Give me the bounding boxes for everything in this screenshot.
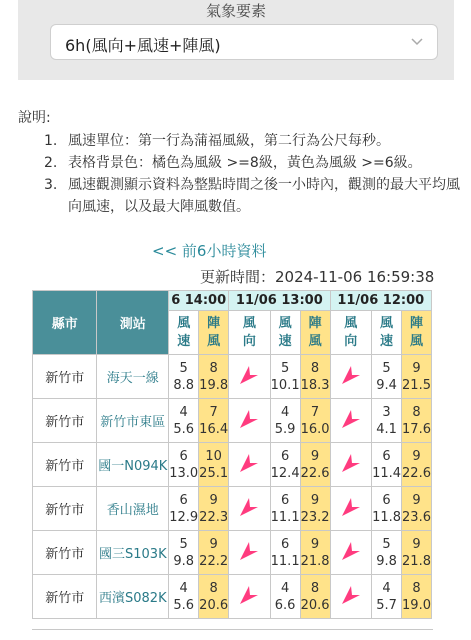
speed-cell <box>169 443 199 487</box>
speed-cell-ms: 8.8 <box>173 377 195 393</box>
table-row <box>33 575 432 619</box>
speed-cell-beaufort: 5 <box>179 536 188 552</box>
gust-cell <box>199 487 229 531</box>
speed-cell-ms: 5.6 <box>173 597 195 613</box>
speed-cell-beaufort: 6 <box>382 448 391 464</box>
wind-direction-arrow-icon <box>237 539 261 563</box>
gust-cell-beaufort: 8 <box>310 580 320 596</box>
speed-cell <box>372 443 402 487</box>
gust-cell-beaufort: 9 <box>310 492 320 508</box>
county-cell: 新竹市 <box>33 531 97 575</box>
speed-cell <box>372 355 402 399</box>
gust-cell-ms: 18.3 <box>300 377 330 393</box>
speed-cell-beaufort: 6 <box>382 492 391 508</box>
gust-cell-beaufort: 9 <box>412 360 421 376</box>
speed-cell <box>372 531 402 575</box>
direction-cell <box>229 487 271 531</box>
station-link[interactable]: 國三S103K <box>97 531 169 575</box>
table-row <box>33 531 432 575</box>
speed-cell-beaufort: 5 <box>382 536 391 552</box>
county-cell: 新竹市 <box>33 443 97 487</box>
speed-cell-ms: 11.4 <box>372 465 402 481</box>
speed-cell-ms: 9.8 <box>376 553 397 569</box>
speed-cell <box>169 575 199 619</box>
county-cell: 新竹市 <box>33 575 97 619</box>
wind-direction-arrow-icon <box>339 583 363 607</box>
direction-cell <box>330 487 372 531</box>
wind-direction-arrow-icon <box>237 451 261 475</box>
gust-cell <box>300 443 330 487</box>
time-header-1: 6 14:00 <box>169 291 229 311</box>
wind-direction-arrow-icon <box>237 407 261 431</box>
speed-cell <box>270 575 300 619</box>
gust-cell-ms: 23.2 <box>300 509 330 525</box>
speed-cell-beaufort: 5 <box>179 360 188 376</box>
gust-cell-beaufort: 9 <box>310 536 320 552</box>
wind-table-container[interactable] <box>32 290 432 630</box>
table-row <box>33 355 432 399</box>
gust-cell <box>300 399 330 443</box>
note-item <box>44 174 464 218</box>
chevron-down-icon <box>409 33 425 49</box>
gust-subheader: 陣 風 <box>199 311 229 355</box>
gust-cell-ms: 16.4 <box>199 421 229 437</box>
speed-cell-ms: 5.6 <box>173 421 195 437</box>
gust-cell-ms: 20.6 <box>300 597 330 613</box>
speed-cell <box>270 443 300 487</box>
gust-cell-beaufort: 10 <box>205 448 222 464</box>
wind-direction-arrow-icon <box>339 451 363 475</box>
gust-cell-ms: 22.2 <box>199 553 229 569</box>
speed-cell <box>372 575 402 619</box>
direction-cell <box>330 531 372 575</box>
gust-cell <box>402 487 432 531</box>
gust-cell <box>402 355 432 399</box>
table-row <box>33 443 432 487</box>
speed-subheader: 風 速 <box>372 311 402 355</box>
gust-cell <box>402 443 432 487</box>
gust-cell <box>199 531 229 575</box>
gust-cell-beaufort: 9 <box>412 448 421 464</box>
gust-cell <box>300 575 330 619</box>
wind-direction-arrow-icon <box>339 539 363 563</box>
station-link[interactable]: 西濱S082K <box>97 575 169 619</box>
station-link[interactable]: 海天一線 <box>97 355 169 399</box>
element-select-value: 6h(風向+風速+陣風) <box>65 36 221 55</box>
speed-cell-beaufort: 4 <box>280 404 290 420</box>
direction-cell <box>330 355 372 399</box>
direction-cell <box>229 531 271 575</box>
gust-cell-beaufort: 9 <box>209 492 218 508</box>
gust-cell-beaufort: 8 <box>412 580 421 596</box>
gust-cell-ms: 19.0 <box>402 597 431 613</box>
speed-cell-beaufort: 5 <box>382 360 391 376</box>
direction-cell <box>229 355 271 399</box>
gust-subheader: 陣 風 <box>402 311 432 355</box>
table-row <box>33 399 432 443</box>
direction-cell <box>229 575 271 619</box>
gust-cell-beaufort: 8 <box>310 360 320 376</box>
speed-cell-ms: 4.1 <box>376 421 397 437</box>
gust-cell-beaufort: 8 <box>412 404 421 420</box>
gust-cell <box>199 575 229 619</box>
speed-cell-ms: 5.9 <box>274 421 296 437</box>
col-station-header: 測站 <box>97 291 169 355</box>
speed-cell-beaufort: 6 <box>179 492 188 508</box>
gust-cell-beaufort: 7 <box>310 404 320 420</box>
gust-cell-ms: 21.8 <box>300 553 330 569</box>
note-number: 1. <box>44 133 58 149</box>
gust-cell-ms: 21.5 <box>402 377 431 393</box>
table-bottom-border <box>32 629 433 630</box>
gust-cell-ms: 20.6 <box>199 597 229 613</box>
gust-cell <box>300 487 330 531</box>
gust-cell-beaufort: 9 <box>310 448 320 464</box>
speed-cell-beaufort: 3 <box>382 404 391 420</box>
gust-cell-beaufort: 7 <box>209 404 218 420</box>
note-item <box>44 152 464 174</box>
speed-cell-ms: 6.6 <box>274 597 296 613</box>
notes-heading: 說明: <box>18 110 51 126</box>
gust-cell-ms: 22.3 <box>199 509 229 525</box>
wind-direction-arrow-icon <box>237 495 261 519</box>
speed-cell-beaufort: 6 <box>280 448 290 464</box>
gust-cell-beaufort: 9 <box>412 492 421 508</box>
gust-cell-beaufort: 9 <box>412 536 421 552</box>
gust-cell-beaufort: 9 <box>209 536 218 552</box>
speed-cell-ms: 10.1 <box>270 377 300 393</box>
gust-cell <box>402 399 432 443</box>
time-header-3: 11/06 12:00 <box>330 291 431 311</box>
speed-cell-beaufort: 6 <box>179 448 188 464</box>
county-cell: 新竹市 <box>33 399 97 443</box>
wind-direction-arrow-icon <box>237 583 261 607</box>
direction-cell <box>229 399 271 443</box>
gust-cell <box>402 531 432 575</box>
speed-cell-ms: 11.1 <box>270 553 300 569</box>
col-county-header: 縣市 <box>33 291 97 355</box>
gust-cell <box>300 355 330 399</box>
gust-cell-beaufort: 8 <box>209 580 218 596</box>
note-number: 2. <box>44 155 58 171</box>
direction-cell <box>229 443 271 487</box>
speed-cell <box>270 355 300 399</box>
speed-cell-ms: 13.0 <box>169 465 199 481</box>
county-cell: 新竹市 <box>33 487 97 531</box>
previous-6h-link[interactable]: << 前6小時資料 <box>152 242 267 260</box>
speed-cell <box>372 399 402 443</box>
note-item <box>44 130 464 152</box>
gust-cell-ms: 21.8 <box>402 553 431 569</box>
gust-cell-ms: 19.8 <box>199 377 229 393</box>
speed-cell-beaufort: 4 <box>280 580 290 596</box>
speed-cell-beaufort: 4 <box>179 404 188 420</box>
station-link[interactable]: 香山濕地 <box>97 487 169 531</box>
note-text: 表格背景色：橘色為風級 >=8級，黃色為風級 >=6級。 <box>68 155 422 171</box>
wind-direction-arrow-icon <box>237 363 261 387</box>
speed-cell-ms: 5.7 <box>376 597 397 613</box>
station-link[interactable]: 新竹市東區 <box>97 399 169 443</box>
wind-table <box>32 290 432 619</box>
speed-cell <box>169 355 199 399</box>
note-number: 3. <box>44 177 58 193</box>
gust-cell-ms: 23.6 <box>402 509 431 525</box>
speed-cell-beaufort: 4 <box>382 580 391 596</box>
direction-cell <box>330 399 372 443</box>
gust-cell-ms: 22.6 <box>300 465 330 481</box>
direction-subheader: 風 向 <box>229 311 271 355</box>
gust-cell <box>199 399 229 443</box>
wind-direction-arrow-icon <box>339 495 363 519</box>
speed-cell-beaufort: 6 <box>280 536 290 552</box>
update-time: 更新時間：2024-11-06 16:59:38 <box>200 268 435 286</box>
speed-cell-beaufort: 6 <box>280 492 290 508</box>
note-text: 風速觀測顯示資料為整點時間之後一小時內，觀測的最大平均風向風速，以及最大陣風數值。 <box>68 177 460 215</box>
wind-direction-arrow-icon <box>339 363 363 387</box>
speed-cell-ms: 12.9 <box>169 509 199 525</box>
gust-cell-ms: 16.0 <box>300 421 330 437</box>
speed-subheader: 風 速 <box>270 311 300 355</box>
gust-cell-ms: 17.6 <box>402 421 431 437</box>
gust-cell <box>199 443 229 487</box>
gust-subheader: 陣 風 <box>300 311 330 355</box>
speed-cell <box>169 399 199 443</box>
speed-cell-beaufort: 5 <box>280 360 290 376</box>
gust-cell <box>199 355 229 399</box>
county-cell: 新竹市 <box>33 355 97 399</box>
direction-cell <box>330 575 372 619</box>
speed-cell-ms: 11.8 <box>372 509 402 525</box>
element-select[interactable] <box>50 24 438 60</box>
gust-cell-ms: 25.1 <box>199 465 229 481</box>
speed-cell-ms: 12.4 <box>270 465 300 481</box>
speed-cell-ms: 9.4 <box>376 377 397 393</box>
direction-cell <box>330 443 372 487</box>
wind-direction-arrow-icon <box>339 407 363 431</box>
speed-cell <box>169 487 199 531</box>
speed-cell-beaufort: 4 <box>179 580 188 596</box>
table-row <box>33 487 432 531</box>
speed-cell <box>270 531 300 575</box>
direction-subheader: 風 向 <box>330 311 372 355</box>
gust-cell <box>402 575 432 619</box>
speed-cell-ms: 9.8 <box>173 553 195 569</box>
gust-cell-ms: 22.6 <box>402 465 431 481</box>
note-text: 風速單位：第一行為蒲福風級，第二行為公尺每秒。 <box>68 133 390 149</box>
time-header-2: 11/06 13:00 <box>229 291 330 311</box>
station-link[interactable]: 國一N094K <box>97 443 169 487</box>
panel-title: 氣象要素 <box>205 2 266 20</box>
gust-cell <box>300 531 330 575</box>
notes-list <box>44 130 464 218</box>
speed-subheader: 風 速 <box>169 311 199 355</box>
speed-cell <box>270 399 300 443</box>
speed-cell <box>372 487 402 531</box>
gust-cell-beaufort: 8 <box>209 360 218 376</box>
speed-cell <box>169 531 199 575</box>
weather-element-panel <box>18 0 454 80</box>
speed-cell-ms: 11.1 <box>270 509 300 525</box>
speed-cell <box>270 487 300 531</box>
